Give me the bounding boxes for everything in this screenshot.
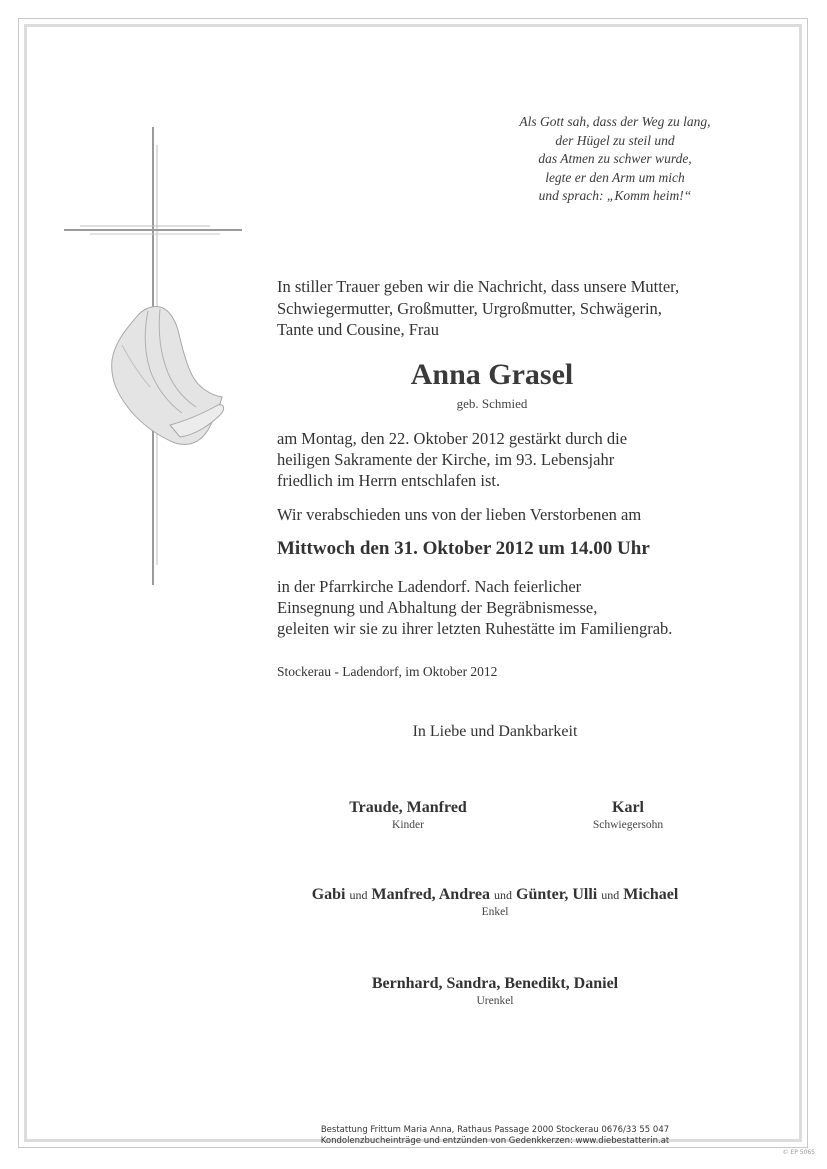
mourner-names: Bernhard, Sandra, Benedikt, Daniel [371, 975, 619, 992]
intro-line: In stiller Trauer geben wir die Nachricht, dass unsere Mutter, [277, 277, 680, 296]
mourner-role: Kinder [392, 819, 424, 831]
mourner-grandchildren [240, 886, 750, 918]
grandchild-name: Manfred, Andrea [371, 886, 491, 903]
mourner-role: Urenkel [476, 995, 514, 1007]
poem-line: der Hügel zu steil und [555, 132, 675, 148]
mourner-names: Karl [612, 799, 644, 816]
conjunction: und [349, 888, 368, 902]
mourner-son-in-law [548, 799, 708, 831]
death-text [277, 428, 777, 491]
praying-hands-icon [112, 306, 224, 444]
mourner-great-grandchildren [290, 975, 700, 1007]
location-date: Stockerau - Ladendorf, im Oktober 2012 [277, 664, 498, 679]
poem-line: Als Gott sah, dass der Weg zu lang, [519, 114, 711, 129]
funeral-date: Mittwoch den 31. Oktober 2012 um 14.00 Uhr [277, 538, 650, 559]
copyright: © EP 5065 [782, 1149, 815, 1156]
poem-line: legte er den Arm um mich [545, 169, 685, 185]
intro-line: Tante und Cousine, Frau [277, 320, 439, 339]
conjunction: und [601, 888, 620, 902]
grandchild-name: Gabi [311, 886, 346, 903]
death-line: heiligen Sakramente der Kirche, im 93. Lebensjahr [277, 450, 615, 469]
poem [440, 113, 790, 206]
deceased-name: Anna Grasel [410, 358, 574, 391]
grandchild-name: Michael [623, 886, 679, 903]
place-line: in der Pfarrkirche Ladendorf. Nach feierlicher [277, 577, 582, 596]
farewell-text: Wir verabschieden uns von der lieben Verstorbenen am [277, 505, 642, 524]
death-line: friedlich im Herrn entschlafen ist. [277, 471, 501, 490]
poem-line: und sprach: „Komm heim!“ [538, 188, 692, 203]
closing-text: In Liebe und Dankbarkeit [412, 723, 578, 740]
maiden-name: geb. Schmied [456, 396, 528, 411]
mourner-children [308, 799, 508, 831]
poem-line: das Atmen zu schwer wurde, [538, 151, 692, 166]
footer-line: Kondolenzbucheinträge und entzünden von Gedenkkerzen: www.diebestatterin.at [320, 1136, 670, 1146]
death-line: am Montag, den 22. Oktober 2012 gestärkt durch die [277, 429, 628, 448]
grandchild-name: Günter, Ulli [516, 886, 598, 903]
mourner-role: Schwiegersohn [592, 819, 664, 831]
place-line: Einsegnung und Abhaltung der Begräbnismesse, [277, 598, 598, 617]
place-line: geleiten wir sie zu ihrer letzten Ruhestätte im Familiengrab. [277, 619, 673, 638]
footer [200, 1125, 790, 1147]
intro-line: Schwiegermutter, Großmutter, Urgroßmutter, Schwägerin, [277, 298, 662, 318]
conjunction: und [494, 888, 513, 902]
cross-icon [60, 125, 250, 595]
place-text [277, 576, 777, 639]
footer-line: Bestattung Frittum Maria Anna, Rathaus Passage 2000 Stockerau 0676/33 55 047 [320, 1125, 670, 1135]
mourner-role: Enkel [481, 906, 509, 918]
mourner-names: Traude, Manfred [349, 799, 467, 816]
intro-text [277, 276, 777, 341]
